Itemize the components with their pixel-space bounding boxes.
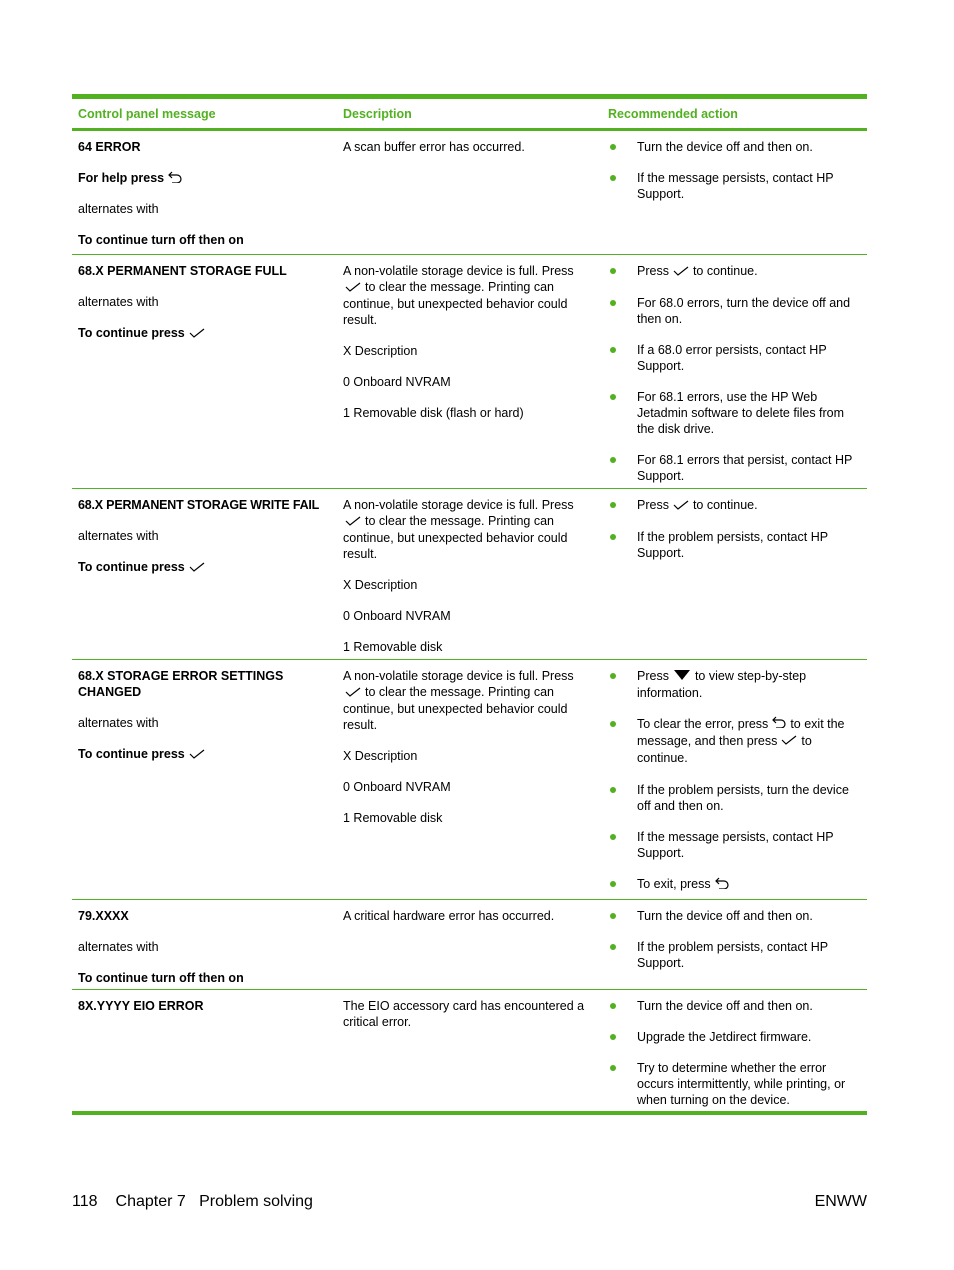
action-item	[608, 1029, 861, 1045]
bullet-icon	[610, 144, 616, 150]
message-title: 8X.YYYY EIO ERROR	[78, 999, 204, 1013]
description-intro: A non-volatile storage device is full. Press	[343, 498, 574, 512]
action-text: For 68.0 errors, turn the device off and then on.	[637, 295, 851, 326]
control-panel-message-cell	[72, 263, 337, 488]
bullet-icon	[610, 457, 616, 463]
action-item	[608, 170, 861, 202]
bullet-icon	[610, 834, 616, 840]
bullet-icon	[610, 787, 616, 793]
bullet-icon	[610, 673, 616, 679]
action-text: Try to determine whether the error occurs intermittently, while printing, or when turning on the device.	[637, 1061, 846, 1107]
page-footer	[72, 1191, 867, 1213]
chapter-title: Chapter 7 Problem solving	[115, 1193, 313, 1210]
description-item: 0 Onboard NVRAM	[343, 779, 451, 794]
checkmark-icon	[189, 560, 205, 576]
action-text: Turn the device off and then on.	[637, 999, 813, 1013]
message-continue-line	[78, 746, 337, 763]
bullet-icon	[610, 394, 616, 400]
action-text: To exit, press	[637, 877, 711, 892]
page-number: 118	[72, 1193, 98, 1210]
action-text: If the problem persists, turn the device off and then on.	[637, 783, 849, 814]
action-item	[608, 908, 861, 924]
action-text: to continue.	[692, 498, 758, 512]
action-text: to view step-by-step information.	[637, 669, 807, 700]
message-title: 68.X PERMANENT STORAGE FULL	[78, 264, 287, 278]
message-alternates: alternates with	[78, 940, 159, 954]
bullet-icon	[610, 913, 616, 919]
description-text: A critical hardware error has occurred.	[343, 909, 555, 923]
message-continue-line	[78, 325, 337, 342]
action-text: Press	[637, 264, 669, 278]
description-intro-cont: to clear the message. Printing can continue, but unexpected behavior could result.	[343, 280, 568, 327]
checkmark-icon	[345, 685, 361, 701]
action-text: If the message persists, contact HP Support.	[637, 830, 834, 861]
action-item	[608, 939, 861, 971]
action-item	[608, 452, 861, 484]
description-intro: A non-volatile storage device is full. Press	[343, 264, 574, 278]
action-item	[608, 829, 861, 861]
message-continue: To continue turn off then on	[78, 232, 244, 247]
control-panel-message-cell	[72, 668, 337, 899]
description-text	[343, 668, 594, 733]
bullet-icon	[610, 721, 616, 727]
description-item: 1 Removable disk	[343, 810, 443, 825]
continue-label: To continue press	[78, 560, 185, 574]
back-arrow-icon	[772, 716, 786, 733]
action-item	[608, 782, 861, 814]
description-text	[343, 263, 594, 328]
action-text: to exit the message, and then press	[637, 716, 845, 748]
bullet-icon	[610, 347, 616, 353]
message-title: 64 ERROR	[78, 140, 141, 154]
description-intro-cont: to clear the message. Printing can continue, but unexpected behavior could result.	[343, 514, 568, 561]
recommended-action-cell	[602, 998, 867, 1111]
action-item	[608, 529, 861, 561]
bullet-icon	[610, 944, 616, 950]
checkmark-icon	[189, 747, 205, 763]
bullet-icon	[610, 1034, 616, 1040]
recommended-action-cell	[602, 139, 867, 254]
description-cell	[337, 139, 602, 254]
description-item: X Description	[343, 577, 418, 592]
description-text: The EIO accessory card has encountered a critical error.	[343, 999, 585, 1029]
description-cell	[337, 908, 602, 989]
action-item	[608, 998, 861, 1014]
bullet-icon	[610, 300, 616, 306]
action-item	[608, 342, 861, 374]
table-row	[72, 255, 867, 489]
message-continue: To continue turn off then on	[78, 971, 244, 985]
table-row	[72, 660, 867, 900]
recommended-action-cell	[602, 908, 867, 989]
footer-left	[72, 1191, 313, 1213]
checkmark-icon	[345, 280, 361, 296]
action-item	[608, 295, 861, 327]
action-item	[608, 1060, 861, 1108]
table-header	[72, 99, 867, 131]
action-item	[608, 668, 861, 701]
bullet-icon	[610, 534, 616, 540]
message-continue-line	[78, 559, 337, 576]
description-cell	[337, 668, 602, 899]
action-text: If the message persists, contact HP Support.	[637, 171, 834, 201]
header-description: Description	[343, 106, 412, 121]
down-arrow-icon	[673, 669, 691, 685]
checkmark-icon	[673, 498, 689, 514]
action-text: Upgrade the Jetdirect firmware.	[637, 1030, 812, 1044]
action-text: Press	[637, 669, 669, 683]
control-panel-message-cell	[72, 497, 337, 659]
action-text: If a 68.0 error persists, contact HP Support.	[637, 342, 827, 373]
bullet-icon	[610, 175, 616, 181]
recommended-action-cell	[602, 263, 867, 488]
control-panel-message-cell	[72, 998, 337, 1111]
message-alternates: alternates with	[78, 529, 159, 543]
bullet-icon	[610, 881, 616, 887]
bullet-icon	[610, 502, 616, 508]
action-text: Press	[637, 498, 669, 512]
description-intro: A non-volatile storage device is full. Press	[343, 669, 574, 683]
recommended-action-cell	[602, 497, 867, 659]
description-text: A scan buffer error has occurred.	[343, 140, 525, 154]
continue-label: To continue press	[78, 747, 185, 761]
checkmark-icon	[673, 264, 689, 280]
description-item: 1 Removable disk	[343, 639, 443, 654]
action-text: To clear the error, press	[637, 716, 769, 731]
header-control-panel-message: Control panel message	[78, 106, 216, 121]
action-text: If the problem persists, contact HP Support.	[637, 529, 828, 560]
bullet-icon	[610, 1003, 616, 1009]
description-item: 0 Onboard NVRAM	[343, 374, 451, 389]
bullet-icon	[610, 268, 616, 274]
continue-label: To continue press	[78, 326, 185, 340]
message-alternates: alternates with	[78, 716, 159, 730]
action-item	[608, 263, 861, 280]
table-row	[72, 489, 867, 660]
help-label: For help press	[78, 171, 165, 185]
checkmark-icon	[345, 514, 361, 530]
action-text: Turn the device off and then on.	[637, 909, 813, 923]
description-text	[343, 497, 594, 562]
action-text: to continue.	[637, 733, 812, 766]
bullet-icon	[610, 1065, 616, 1071]
table-row	[72, 900, 867, 990]
control-panel-message-cell	[72, 908, 337, 989]
action-text: For 68.1 errors, use the HP Web Jetadmin software to delete files from the disk drive.	[637, 389, 845, 436]
description-cell	[337, 263, 602, 488]
action-text: If the problem persists, contact HP Support.	[637, 940, 828, 970]
message-title: 68.X STORAGE ERROR SETTINGS CHANGED	[78, 669, 284, 699]
action-item	[608, 497, 861, 514]
action-item	[608, 716, 861, 767]
action-item	[608, 139, 861, 155]
checkmark-icon	[189, 326, 205, 342]
back-arrow-icon	[168, 171, 182, 187]
recommended-action-cell	[602, 668, 867, 899]
error-message-table	[72, 94, 867, 1115]
description-cell	[337, 998, 602, 1111]
header-recommended-action: Recommended action	[608, 106, 738, 121]
description-item: 0 Onboard NVRAM	[343, 608, 451, 623]
footer-right: ENWW	[814, 1193, 867, 1210]
message-title: 68.X PERMANENT STORAGE WRITE FAIL	[78, 498, 320, 512]
message-title: 79.XXXX	[78, 909, 129, 923]
description-cell	[337, 497, 602, 659]
description-item: 1 Removable disk (flash or hard)	[343, 405, 524, 420]
action-text: Turn the device off and then on.	[637, 140, 813, 154]
action-item	[608, 876, 861, 893]
action-text: For 68.1 errors that persist, contact HP Support.	[637, 452, 853, 483]
description-intro-cont: to clear the message. Printing can continue, but unexpected behavior could result.	[343, 685, 568, 732]
control-panel-message-cell	[72, 139, 337, 254]
checkmark-icon	[781, 733, 797, 750]
table-row	[72, 990, 867, 1115]
back-arrow-icon	[715, 877, 729, 893]
message-help-line	[78, 170, 337, 187]
description-item: X Description	[343, 748, 418, 763]
table-row	[72, 131, 867, 255]
action-text: to continue.	[692, 264, 758, 278]
message-alternates: alternates with	[78, 295, 159, 309]
description-item: X Description	[343, 343, 418, 358]
message-alternates: alternates with	[78, 201, 159, 216]
action-item	[608, 389, 861, 437]
